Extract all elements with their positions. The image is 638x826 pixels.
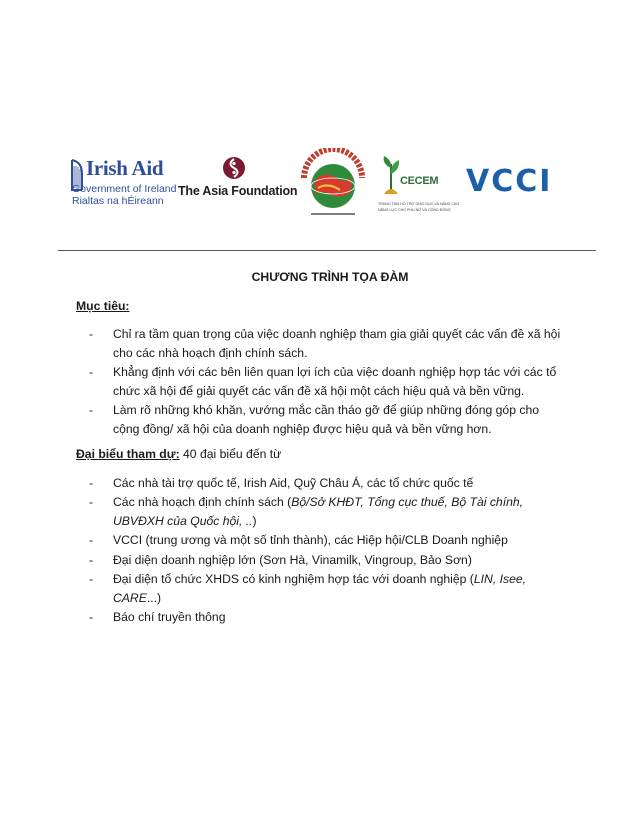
- objectives-list: [76, 325, 566, 438]
- list-item: - Chỉ ra tầm quan trọng của việc doanh nghiệp tham gia giải quyết các vấn đề xã hội cho các nhà hoạch định chính sách.: [89, 327, 561, 360]
- partner-logos: [0, 148, 638, 228]
- vcci-name: VCCI: [466, 164, 553, 199]
- irish-aid-logo: [70, 156, 177, 207]
- list-item: - Khẳng định với các bên liên quan lợi ích của việc doanh nghiệp hợp tác với các tổ chức xã hội để giải quyết các vấn đề xã hội một cách hiệu quả và bền vững.: [89, 365, 557, 398]
- globe-emblem-icon: [296, 148, 370, 220]
- asia-foundation-logo: [178, 156, 298, 206]
- document-body: [76, 268, 566, 628]
- objectives-heading: Mục tiêu:: [76, 298, 130, 313]
- list-item: - Các nhà hoạch định chính sách (Bộ/Sở KHĐT, Tổng cục thuế, Bộ Tài chính, UBVĐXH của Quốc hội, ..): [89, 495, 524, 528]
- irish-aid-line3: Rialtas na hÉireann: [72, 195, 164, 207]
- attendees-count: 40 đại biểu đến từ: [183, 447, 282, 461]
- irish-aid-line2: Government of Ireland: [72, 183, 177, 195]
- list-item: - VCCI (trung ương và một số tỉnh thành), các Hiệp hội/CLB Doanh nghiệp: [89, 533, 508, 547]
- attendees-list: [76, 474, 566, 627]
- cecem-name: CECEM: [400, 175, 439, 187]
- header-divider: [58, 250, 596, 251]
- asia-foundation-name: The Asia Foundation: [178, 184, 298, 198]
- education-globe-logo: [296, 148, 370, 220]
- attendees-heading: Đại biểu tham dự:: [76, 447, 180, 461]
- page-title: CHƯƠNG TRÌNH TỌA ĐÀM: [251, 270, 409, 284]
- cecem-plant-icon: [380, 154, 402, 196]
- vcci-logo: [466, 164, 566, 198]
- cecem-logo: [378, 154, 458, 220]
- irish-aid-name: Irish Aid: [86, 156, 164, 180]
- list-item: - Báo chí truyền thông: [89, 610, 226, 624]
- list-item: - Đại diện doanh nghiệp lớn (Sơn Hà, Vinamilk, Vingroup, Bảo Sơn): [89, 552, 472, 567]
- cecem-line2: TRUNG TÂM HỖ TRỢ GIÁO DỤC VÀ NÂNG CAO: [378, 202, 460, 206]
- attendees-heading-line: [76, 445, 566, 464]
- list-item: - Các nhà tài trợ quốc tế, Irish Aid, Quỹ Châu Á, các tổ chức quốc tế: [89, 475, 474, 490]
- list-item: - Đại diện tổ chức XHDS có kinh nghiệm hợp tác với doanh nghiệp (LIN, Isee, CARE...): [89, 572, 527, 605]
- cecem-line3: NĂNG LỰC CHO PHỤ NỮ VÀ CỘNG ĐỒNG: [378, 208, 451, 212]
- asia-foundation-mark-icon: [222, 156, 246, 180]
- list-item: - Làm rõ những khó khăn, vướng mắc cần tháo gỡ để giúp những đóng góp cho cộng đồng/ xã hội của doanh nghiệp được hiệu quả và bền vững hơn.: [89, 403, 540, 436]
